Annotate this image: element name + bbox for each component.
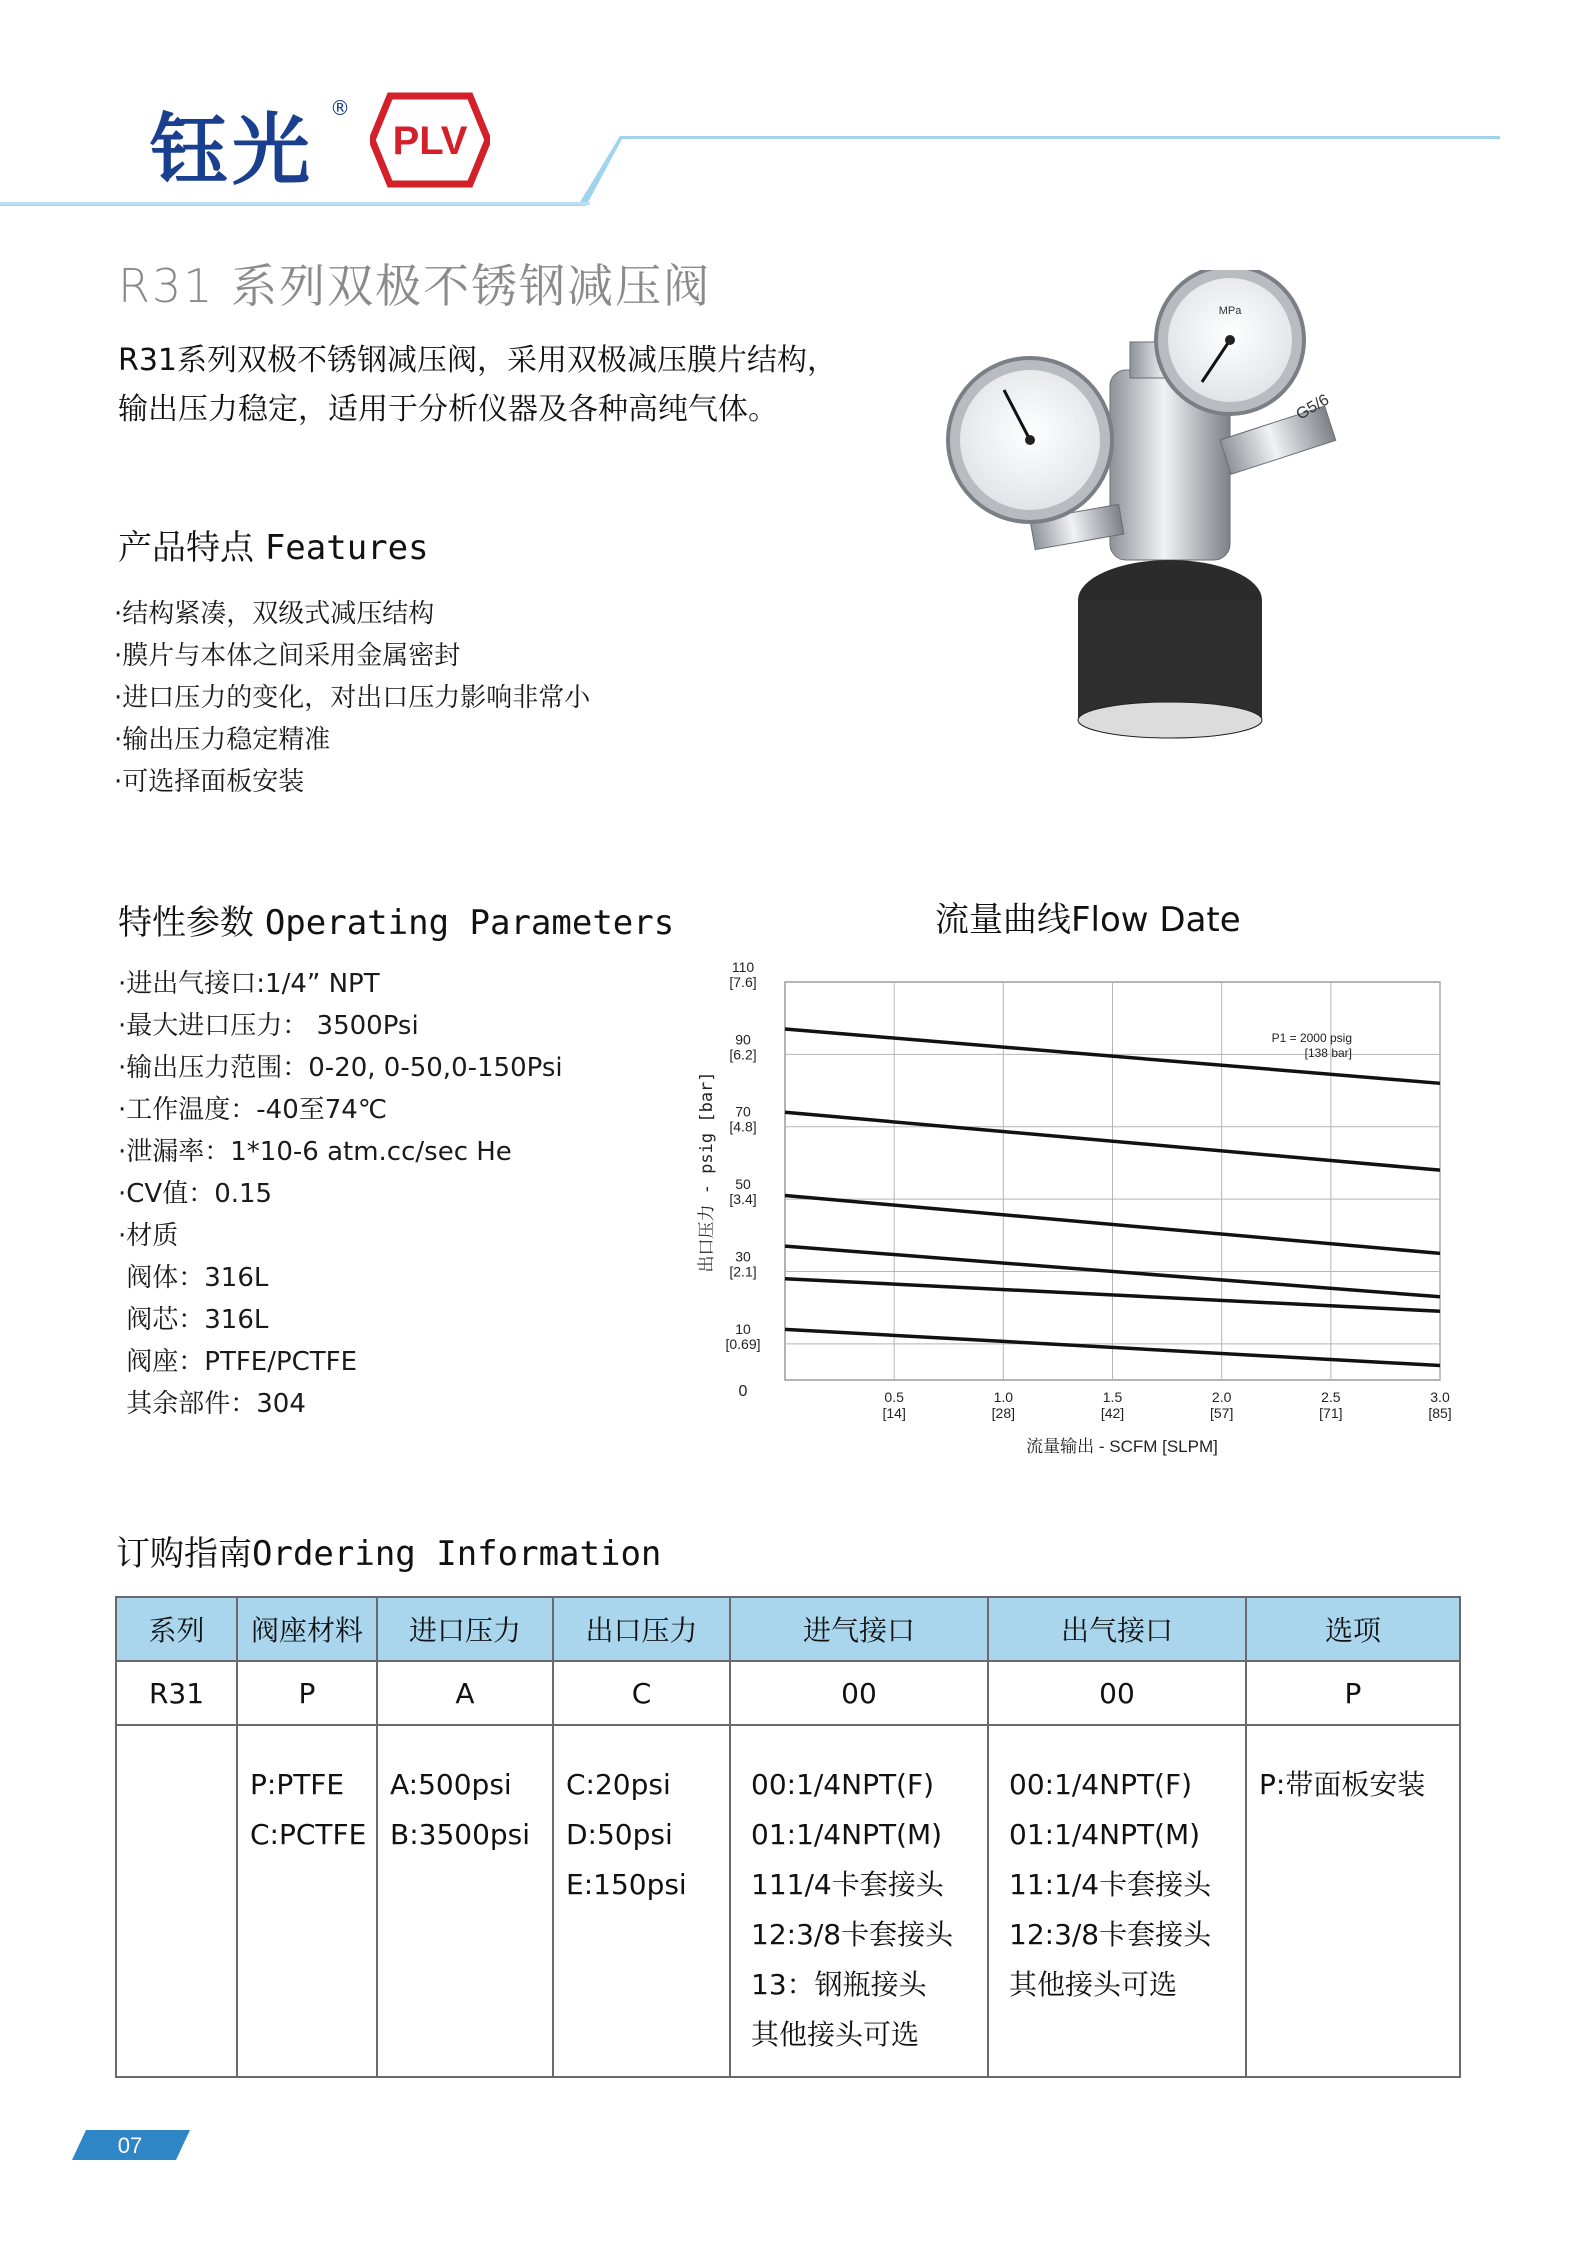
features-title-cn: 产品特点 <box>118 528 254 568</box>
option-line: 13：钢瓶接头 <box>751 1968 927 2001</box>
table-header-cell: 系列 <box>116 1597 237 1661</box>
chart-annotation: P1 = 2000 psig <box>1271 1031 1352 1045</box>
option-line: C:20psi <box>566 1768 671 1801</box>
y-tick-sublabel: [6.2] <box>729 1046 757 1063</box>
ordering-title-en: Ordering Information <box>252 1534 662 1574</box>
table-code-cell: C <box>553 1661 730 1725</box>
y-tick-sublabel: [0.69] <box>725 1335 761 1352</box>
features-title-en: Features <box>264 528 429 568</box>
y-tick-sublabel: [4.8] <box>729 1118 757 1135</box>
param-item: ·最大进口压力： 3500Psi <box>118 1011 419 1041</box>
param-item: ·工作温度：-40至74℃ <box>118 1095 388 1125</box>
x-tick-label: 1.0 <box>993 1389 1014 1405</box>
table-header-row <box>116 1597 1460 1661</box>
y-tick-sublabel: [2.1] <box>729 1263 757 1280</box>
y-tick-label: 10 <box>735 1320 751 1337</box>
table-header-cell: 进口压力 <box>377 1597 553 1661</box>
chart-annotation: [138 bar] <box>1304 1046 1352 1060</box>
y-tick-label: 30 <box>735 1248 751 1265</box>
option-line: B:3500psi <box>390 1818 531 1851</box>
option-line: A:500psi <box>390 1768 512 1801</box>
x-tick-sublabel: [14] <box>882 1405 906 1421</box>
table-options-cell <box>553 1725 730 2077</box>
parameters-title <box>118 895 674 944</box>
chart-title: 流量曲线Flow Date <box>935 900 1241 940</box>
chart-ylabel: 出口压力 - psig [bar] <box>697 1071 717 1273</box>
table-options-cell <box>730 1725 988 2077</box>
page-title: R31 系列双极不锈钢减压阀 <box>118 259 712 313</box>
features-title <box>118 520 429 569</box>
param-item: 其余部件：304 <box>118 1389 306 1419</box>
table-code-cell: 00 <box>730 1661 988 1725</box>
page-number-badge <box>72 2128 192 2162</box>
flow-chart <box>690 940 1490 1460</box>
page-number: 07 <box>117 2133 143 2158</box>
x-tick-sublabel: [71] <box>1319 1405 1343 1421</box>
intro-line-1: R31系列双极不锈钢减压阀，采用双极减压膜片结构， <box>118 343 838 378</box>
ordering-title-cn: 订购指南 <box>116 1534 252 1574</box>
plv-badge-icon <box>370 92 490 188</box>
y-tick-label: 0 <box>738 1383 748 1400</box>
x-tick-sublabel: [28] <box>991 1405 1016 1421</box>
option-line: D:50psi <box>566 1818 673 1851</box>
option-line: C:PCTFE <box>250 1818 367 1851</box>
feature-item: ·输出压力稳定精准 <box>114 725 331 755</box>
option-line: 12:3/8卡套接头 <box>751 1918 954 1951</box>
param-item: 阀芯：316L <box>118 1305 269 1335</box>
x-tick-sublabel: [42] <box>1100 1405 1125 1421</box>
option-line: 00:1/4NPT(F) <box>1009 1768 1193 1801</box>
feature-item: ·可选择面板安装 <box>114 767 305 797</box>
option-line: E:150psi <box>566 1868 687 1901</box>
gauge-label: G5/6 <box>1293 391 1333 424</box>
param-item: ·输出压力范围：0-20, 0-50,0-150Psi <box>118 1053 563 1083</box>
table-header-cell: 出气接口 <box>988 1597 1246 1661</box>
ordering-table <box>115 1596 1461 2078</box>
table-header-cell: 选项 <box>1246 1597 1460 1661</box>
ordering-title <box>116 1526 661 1575</box>
param-item: ·进出气接口:1/4” NPT <box>118 969 380 999</box>
table-code-cell: R31 <box>116 1661 237 1725</box>
table-options-cell <box>988 1725 1246 2077</box>
param-item: ·材质 <box>118 1221 179 1251</box>
y-tick-sublabel: [3.4] <box>729 1191 757 1208</box>
table-options-cell <box>237 1725 377 2077</box>
y-tick-label: 110 <box>731 959 755 975</box>
table-code-cell: 00 <box>988 1661 1246 1725</box>
option-line: P:带面板安装 <box>1259 1768 1426 1801</box>
x-tick-label: 2.0 <box>1211 1389 1232 1405</box>
option-line: 00:1/4NPT(F) <box>751 1768 935 1801</box>
plv-badge-text: PLV <box>392 119 468 163</box>
regulator-product-image <box>940 270 1420 740</box>
parameters-title-cn: 特性参数 <box>118 903 254 943</box>
x-tick-label: 0.5 <box>884 1389 904 1405</box>
y-tick-sublabel: [7.6] <box>729 974 757 990</box>
feature-item: ·膜片与本体之间采用金属密封 <box>114 641 461 671</box>
table-code-row <box>116 1661 1460 1725</box>
registered-mark: ® <box>330 96 350 120</box>
option-line: 其他接头可选 <box>1009 1968 1178 2001</box>
feature-item: ·进口压力的变化，对出口压力影响非常小 <box>114 683 591 713</box>
option-line: 01:1/4NPT(M) <box>1009 1818 1201 1851</box>
chart-xlabel: 流量输出 - SCFM [SLPM] <box>1026 1437 1218 1456</box>
option-line: P:PTFE <box>250 1768 345 1801</box>
table-header-cell: 出口压力 <box>553 1597 730 1661</box>
x-tick-sublabel: [85] <box>1428 1405 1452 1421</box>
x-tick-label: 3.0 <box>1430 1389 1450 1405</box>
intro-line-2: 输出压力稳定，适用于分析仪器及各种高纯气体。 <box>118 392 778 427</box>
gauge-unit: MPa <box>1218 305 1242 317</box>
param-item: 阀座：PTFE/PCTFE <box>118 1347 358 1377</box>
option-line: 111/4卡套接头 <box>751 1868 944 1901</box>
option-line: 其他接头可选 <box>751 2018 920 2051</box>
feature-item: ·结构紧凑，双级式减压结构 <box>114 599 435 629</box>
param-item: ·CV值：0.15 <box>118 1179 273 1209</box>
table-code-cell: P <box>237 1661 377 1725</box>
option-line: 11:1/4卡套接头 <box>1009 1868 1212 1901</box>
x-tick-label: 2.5 <box>1321 1389 1341 1405</box>
table-options-cell <box>377 1725 553 2077</box>
chart-ticks <box>725 959 1451 1421</box>
table-header-cell: 进气接口 <box>730 1597 988 1661</box>
x-tick-sublabel: [57] <box>1209 1405 1234 1421</box>
brand-logo-text: 钰光 <box>150 105 315 196</box>
table-options-row <box>116 1725 1460 2077</box>
y-tick-label: 90 <box>735 1031 751 1048</box>
param-item: ·泄漏率：1*10-6 atm.cc/sec He <box>118 1137 512 1167</box>
table-code-cell: A <box>377 1661 553 1725</box>
param-item: 阀体：316L <box>118 1263 269 1293</box>
table-header-cell: 阀座材料 <box>237 1597 377 1661</box>
table-code-cell: P <box>1246 1661 1460 1725</box>
option-line: 12:3/8卡套接头 <box>1009 1918 1212 1951</box>
y-tick-label: 50 <box>735 1176 751 1193</box>
option-line: 01:1/4NPT(M) <box>751 1818 943 1851</box>
parameters-title-en: Operating Parameters <box>264 903 675 943</box>
y-tick-label: 70 <box>735 1103 751 1120</box>
table-options-cell <box>1246 1725 1460 2077</box>
table-options-cell <box>116 1725 237 2077</box>
x-tick-label: 1.5 <box>1102 1389 1123 1405</box>
